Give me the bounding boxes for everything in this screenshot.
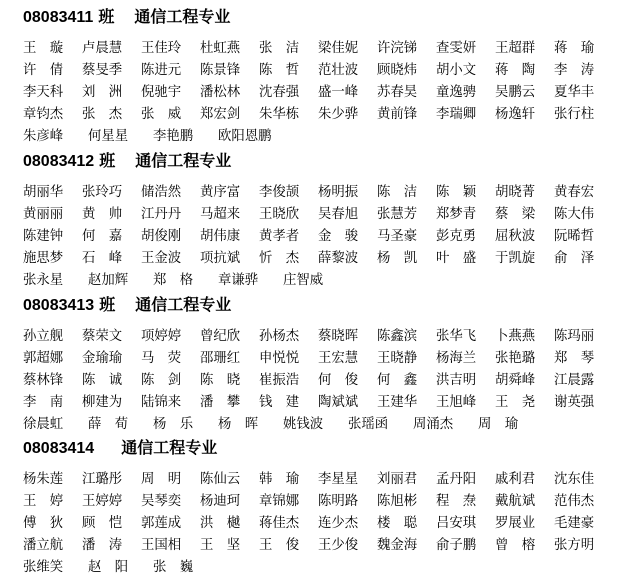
student-name: 连少杰	[318, 516, 359, 531]
student-name: 杨逸轩	[495, 107, 536, 122]
student-name-list	[23, 38, 613, 148]
student-name: 蒋佳杰	[259, 516, 300, 531]
student-name: 屈秋波	[495, 229, 536, 244]
student-name: 施思梦	[23, 251, 64, 266]
student-name: 黄前锋	[377, 107, 418, 122]
student-name: 马 荧	[141, 351, 182, 366]
student-name: 胡伟康	[200, 229, 241, 244]
name-row	[23, 326, 613, 348]
student-name: 蔡 梁	[495, 207, 536, 222]
student-name: 李星星	[318, 472, 359, 487]
student-name: 卢晨慧	[82, 41, 123, 56]
student-name: 吴春旭	[318, 207, 359, 222]
student-name: 欧阳恩鹏	[218, 129, 272, 144]
student-name: 蒋 瑜	[554, 41, 595, 56]
student-name: 阮晞哲	[554, 229, 595, 244]
student-name: 陈进元	[141, 63, 182, 78]
student-name: 项婷婷	[141, 329, 182, 344]
student-name: 俞子鹏	[436, 538, 477, 553]
name-row	[23, 60, 613, 82]
student-name: 庄智威	[283, 273, 324, 288]
student-name: 于凯旋	[495, 251, 536, 266]
student-name: 范伟杰	[554, 494, 595, 509]
student-name: 赵加辉	[88, 273, 129, 288]
student-name: 杨海兰	[436, 351, 477, 366]
student-name: 戴航斌	[495, 494, 536, 509]
student-name: 陈 晓	[200, 373, 241, 388]
student-name: 薛 荀	[88, 417, 129, 432]
student-name: 张艳璐	[495, 351, 536, 366]
student-name: 王建华	[377, 395, 418, 410]
student-name: 韩 瑜	[259, 472, 300, 487]
name-row	[23, 182, 613, 204]
student-name: 王婷婷	[82, 494, 123, 509]
student-name: 张永星	[23, 273, 64, 288]
student-name: 苏春昊	[377, 85, 418, 100]
student-name: 胡小文	[436, 63, 477, 78]
student-name: 刘丽君	[377, 472, 418, 487]
student-name: 朱华栋	[259, 107, 300, 122]
student-name: 黄序富	[200, 185, 241, 200]
student-name: 薛黎波	[318, 251, 359, 266]
student-name: 朱彦峰	[23, 129, 64, 144]
class-section-header	[23, 4, 613, 30]
name-row	[23, 104, 613, 126]
student-name: 孙立舰	[23, 329, 64, 344]
student-name: 俞 泽	[554, 251, 595, 266]
student-name: 张方明	[554, 538, 595, 553]
student-name: 张维笑	[23, 560, 64, 575]
student-name: 李 南	[23, 395, 64, 410]
student-name: 陈玛丽	[554, 329, 595, 344]
student-name: 王旭峰	[436, 395, 477, 410]
student-name: 李 涛	[554, 63, 595, 78]
student-name: 何星星	[88, 129, 129, 144]
major-title: 通信工程专业	[135, 295, 232, 314]
student-name: 王佳玲	[141, 41, 182, 56]
class-section	[23, 4, 613, 148]
student-name: 张 巍	[153, 560, 194, 575]
student-name: 王 尧	[495, 395, 536, 410]
student-name: 胡晓菁	[495, 185, 536, 200]
student-name: 何 俊	[318, 373, 359, 388]
student-name-list	[23, 469, 613, 579]
student-name: 孙杨杰	[259, 329, 300, 344]
student-name: 郑 格	[153, 273, 194, 288]
student-name: 钱 建	[259, 395, 300, 410]
student-name: 何 鑫	[377, 373, 418, 388]
student-name: 郑宏剑	[200, 107, 241, 122]
name-row	[23, 248, 613, 270]
student-name: 李天科	[23, 85, 64, 100]
student-name: 蔡林锋	[23, 373, 64, 388]
student-name: 李艳鹏	[153, 129, 194, 144]
student-name: 李瑞卿	[436, 107, 477, 122]
student-name: 何 嘉	[82, 229, 123, 244]
class-section-header	[23, 435, 613, 461]
student-name: 潘 涛	[82, 538, 123, 553]
student-name: 王 婷	[23, 494, 64, 509]
student-name: 姚钱波	[283, 417, 324, 432]
name-row	[23, 469, 613, 491]
student-name: 李俊颉	[259, 185, 300, 200]
student-name-list	[23, 326, 613, 436]
student-name: 江丹丹	[141, 207, 182, 222]
class-section	[23, 148, 613, 292]
major-title: 通信工程专业	[135, 151, 232, 170]
student-name: 楼 聪	[377, 516, 418, 531]
major-title: 通信工程专业	[134, 7, 231, 26]
student-name: 吴鹏云	[495, 85, 536, 100]
student-name: 蔡晓晖	[318, 329, 359, 344]
student-name: 申悦悦	[259, 351, 300, 366]
student-name: 江璐彤	[82, 472, 123, 487]
student-name: 徐晨虹	[23, 417, 64, 432]
student-name: 陈 哲	[259, 63, 300, 78]
student-name: 王国相	[141, 538, 182, 553]
student-name: 陈 洁	[377, 185, 418, 200]
major-title: 通信工程专业	[121, 438, 218, 457]
student-name: 洪吉明	[436, 373, 477, 388]
student-name: 胡丽华	[23, 185, 64, 200]
student-name: 金瑜瑜	[82, 351, 123, 366]
student-name: 王超群	[495, 41, 536, 56]
student-name: 储浩然	[141, 185, 182, 200]
class-word: 班	[99, 151, 116, 170]
student-name: 潘松林	[200, 85, 241, 100]
student-name: 陈仙云	[200, 472, 241, 487]
student-name: 戚利君	[495, 472, 536, 487]
student-name: 蒋 陶	[495, 63, 536, 78]
student-name: 陆锦来	[141, 395, 182, 410]
student-name: 章钧杰	[23, 107, 64, 122]
student-name: 陈建钟	[23, 229, 64, 244]
student-name: 张瑶函	[348, 417, 389, 432]
student-name: 柳建为	[82, 395, 123, 410]
student-name: 郑 琴	[554, 351, 595, 366]
student-name: 陈旭彬	[377, 494, 418, 509]
student-name: 张慧芳	[377, 207, 418, 222]
student-name: 杨朱莲	[23, 472, 64, 487]
student-name: 黄孝者	[259, 229, 300, 244]
student-name: 杨明振	[318, 185, 359, 200]
student-name: 项抗斌	[200, 251, 241, 266]
student-name: 彭克勇	[436, 229, 477, 244]
student-name: 洪 樾	[200, 516, 241, 531]
class-section	[23, 435, 613, 579]
student-name: 卜燕燕	[495, 329, 536, 344]
student-name: 杨 凯	[377, 251, 418, 266]
student-name: 吕安琪	[436, 516, 477, 531]
student-name: 陈 颖	[436, 185, 477, 200]
student-name: 陶斌斌	[318, 395, 359, 410]
student-name: 陈鑫滨	[377, 329, 418, 344]
student-name: 石 峰	[82, 251, 123, 266]
student-name: 蔡旻季	[82, 63, 123, 78]
student-name: 陈明路	[318, 494, 359, 509]
name-row	[23, 535, 613, 557]
class-section-header	[23, 292, 613, 318]
student-name: 许 倩	[23, 63, 64, 78]
class-code: 08083412	[23, 153, 95, 170]
student-name: 黄丽丽	[23, 207, 64, 222]
student-name: 郑梦青	[436, 207, 477, 222]
student-name: 张 洁	[259, 41, 300, 56]
student-name: 顾 恺	[82, 516, 123, 531]
student-name: 刘 洲	[82, 85, 123, 100]
student-name: 崔振浩	[259, 373, 300, 388]
student-name: 杨 乐	[153, 417, 194, 432]
student-name: 周涌杰	[413, 417, 454, 432]
student-name: 江晨露	[554, 373, 595, 388]
student-name: 王 璇	[23, 41, 64, 56]
student-name: 傅 狄	[23, 516, 64, 531]
student-name: 曾纪欣	[200, 329, 241, 344]
name-row	[23, 38, 613, 60]
student-name: 陈 剑	[141, 373, 182, 388]
student-name: 梁佳妮	[318, 41, 359, 56]
student-name: 朱少骅	[318, 107, 359, 122]
student-name: 王金波	[141, 251, 182, 266]
student-name: 马超来	[200, 207, 241, 222]
name-row	[23, 270, 613, 292]
student-name: 王晓静	[377, 351, 418, 366]
student-name: 黄春宏	[554, 185, 595, 200]
student-name: 倪驰宇	[141, 85, 182, 100]
name-row	[23, 226, 613, 248]
student-name: 盛一峰	[318, 85, 359, 100]
student-name: 沈东佳	[554, 472, 595, 487]
student-name: 杨 晖	[218, 417, 259, 432]
class-word: 班	[98, 7, 115, 26]
student-name: 王晓欣	[259, 207, 300, 222]
name-row	[23, 557, 613, 579]
student-name: 潘立航	[23, 538, 64, 553]
student-name: 沈春强	[259, 85, 300, 100]
student-name: 夏华丰	[554, 85, 595, 100]
student-name: 胡舜峰	[495, 373, 536, 388]
student-name: 王 坚	[200, 538, 241, 553]
name-row	[23, 82, 613, 104]
student-name: 蔡荣文	[82, 329, 123, 344]
class-section-header	[23, 148, 613, 174]
student-name: 陈 诚	[82, 373, 123, 388]
name-row	[23, 370, 613, 392]
student-name: 章锦娜	[259, 494, 300, 509]
student-name: 张 杰	[82, 107, 123, 122]
student-name: 杨迪珂	[200, 494, 241, 509]
student-name: 周 明	[141, 472, 182, 487]
student-name: 潘 攀	[200, 395, 241, 410]
name-row	[23, 414, 613, 436]
student-name: 郭超娜	[23, 351, 64, 366]
name-row	[23, 348, 613, 370]
student-name-list	[23, 182, 613, 292]
student-name: 顾晓炜	[377, 63, 418, 78]
student-name: 许浣锑	[377, 41, 418, 56]
student-name: 叶 盛	[436, 251, 477, 266]
class-section	[23, 292, 613, 436]
student-name: 孟丹阳	[436, 472, 477, 487]
student-name: 杜虹燕	[200, 41, 241, 56]
student-name: 郭莲成	[141, 516, 182, 531]
student-name: 谢英强	[554, 395, 595, 410]
student-name: 曾 榕	[495, 538, 536, 553]
student-name: 忻 杰	[259, 251, 300, 266]
student-name: 邵珊红	[200, 351, 241, 366]
class-code: 08083411	[23, 9, 94, 26]
student-name: 范壮波	[318, 63, 359, 78]
student-name: 张行柱	[554, 107, 595, 122]
student-name: 王少俊	[318, 538, 359, 553]
name-row	[23, 204, 613, 226]
student-name: 王 俊	[259, 538, 300, 553]
student-name: 张华飞	[436, 329, 477, 344]
student-name: 童逸骋	[436, 85, 477, 100]
student-name: 程 焘	[436, 494, 477, 509]
student-name: 章谦骅	[218, 273, 259, 288]
class-code: 08083414	[23, 440, 95, 457]
student-name: 魏金海	[377, 538, 418, 553]
name-row	[23, 392, 613, 414]
student-name: 张玲巧	[82, 185, 123, 200]
student-name: 马圣豪	[377, 229, 418, 244]
student-name: 金 骏	[318, 229, 359, 244]
class-code: 08083413	[23, 297, 95, 314]
student-name: 罗展业	[495, 516, 536, 531]
student-name: 毛建豪	[554, 516, 595, 531]
student-name: 陈大伟	[554, 207, 595, 222]
name-row	[23, 126, 613, 148]
student-name: 周 瑜	[478, 417, 519, 432]
student-name: 张 威	[141, 107, 182, 122]
name-row	[23, 491, 613, 513]
student-name: 查雯妍	[436, 41, 477, 56]
student-name: 吴琴奕	[141, 494, 182, 509]
student-name: 胡俊刚	[141, 229, 182, 244]
student-name: 王宏慧	[318, 351, 359, 366]
student-name: 陈景锋	[200, 63, 241, 78]
student-name: 赵 阳	[88, 560, 129, 575]
student-name: 黄 帅	[82, 207, 123, 222]
class-word: 班	[99, 295, 116, 314]
name-row	[23, 513, 613, 535]
